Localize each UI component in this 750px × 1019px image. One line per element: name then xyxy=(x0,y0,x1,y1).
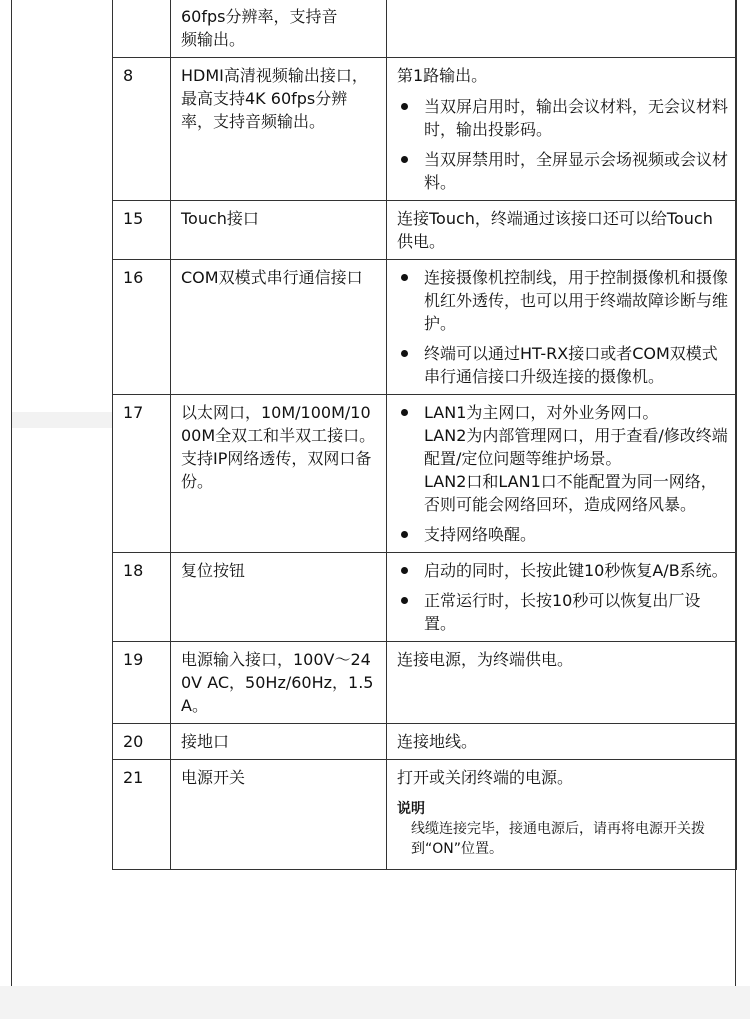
row-number: 18 xyxy=(113,553,171,642)
row-number: 19 xyxy=(113,642,171,724)
interface-name: 接地口 xyxy=(171,724,387,760)
description-text: 连接Touch，终端通过该接口还可以给Touch供电。 xyxy=(397,209,713,251)
description-text: 第1路输出。 xyxy=(397,66,488,85)
interface-name: Touch接口 xyxy=(171,201,387,260)
interface-name-cell xyxy=(171,0,387,58)
page-bottom-band xyxy=(0,986,750,1019)
bullet-item: 正常运行时，长按10秒可以恢复出厂设置。 xyxy=(397,589,728,635)
bullet-item: 当双屏启用时，输出会议材料，无会议材料时，输出投影码。 xyxy=(397,95,728,141)
row-number: 16 xyxy=(113,260,171,395)
table-row xyxy=(113,260,737,395)
description-cell xyxy=(387,0,737,58)
row-number: 20 xyxy=(113,724,171,760)
table-row xyxy=(113,760,737,870)
description-cell xyxy=(387,642,737,724)
bullet-list xyxy=(397,266,728,388)
note-title: 说明 xyxy=(397,801,425,817)
bullet-line: LAN2口和LAN1口不能配置为同一网络，否则可能会网络回环，造成网络风暴。 xyxy=(424,472,717,514)
name-text: 频输出。 xyxy=(181,30,246,49)
row-number-cell xyxy=(113,0,171,58)
bullet-line: LAN1为主网口，对外业务网口。 xyxy=(424,403,659,422)
bullet-list xyxy=(397,401,728,546)
description-text: 打开或关闭终端的电源。 xyxy=(397,768,574,787)
name-text: 60fps分辨率，支持音 xyxy=(181,7,338,26)
description-cell xyxy=(387,553,737,642)
description-cell xyxy=(387,395,737,553)
interface-name: HDMI高清视频输出接口，最高支持4K 60fps分辨率，支持音频输出。 xyxy=(171,58,387,201)
bullet-item: 连接摄像机控制线，用于控制摄像机和摄像机红外透传，也可以用于终端故障诊断与维护。 xyxy=(397,266,728,335)
bullet-list xyxy=(397,95,728,194)
interface-name: 电源开关 xyxy=(171,760,387,870)
description-cell xyxy=(387,58,737,201)
bullet-list xyxy=(397,559,728,635)
note-body: 线缆连接完毕，接通电源后，请再将电源开关拨到“ON”位置。 xyxy=(411,821,705,857)
row-number: 15 xyxy=(113,201,171,260)
description-cell xyxy=(387,201,737,260)
bullet-item: 支持网络唤醒。 xyxy=(397,523,728,546)
bullet-item xyxy=(397,401,728,516)
row-number: 21 xyxy=(113,760,171,870)
description-cell xyxy=(387,260,737,395)
row-number: 17 xyxy=(113,395,171,553)
description-text: 连接地线。 xyxy=(397,732,478,751)
bullet-item: 当双屏禁用时，全屏显示会场视频或会议材料。 xyxy=(397,148,728,194)
table-row xyxy=(113,395,737,553)
table-row xyxy=(113,642,737,724)
table-row xyxy=(113,201,737,260)
table-row xyxy=(113,724,737,760)
description-text: 连接电源，为终端供电。 xyxy=(397,650,574,669)
interface-name: 电源输入接口，100V～240V AC，50Hz/60Hz，1.5A。 xyxy=(171,642,387,724)
row-number: 8 xyxy=(113,58,171,201)
interface-spec-table xyxy=(112,0,737,870)
interface-name: COM双模式串行通信接口 xyxy=(171,260,387,395)
bullet-item: 启动的同时，长按此键10秒恢复A/B系统。 xyxy=(397,559,728,582)
interface-name: 复位按钮 xyxy=(171,553,387,642)
description-cell xyxy=(387,760,737,870)
bullet-line: LAN2为内部管理网口，用于查看/修改终端配置/定位问题等维护场景。 xyxy=(424,426,728,468)
table-row xyxy=(113,58,737,201)
table-row xyxy=(113,553,737,642)
table-row xyxy=(113,0,737,58)
interface-name: 以太网口，10M/100M/1000M全双工和半双工接口。支持IP网络透传，双网口备份。 xyxy=(171,395,387,553)
bullet-item: 终端可以通过HT-RX接口或者COM双模式串行通信接口升级连接的摄像机。 xyxy=(397,342,728,388)
description-cell xyxy=(387,724,737,760)
margin-gap xyxy=(12,412,112,428)
